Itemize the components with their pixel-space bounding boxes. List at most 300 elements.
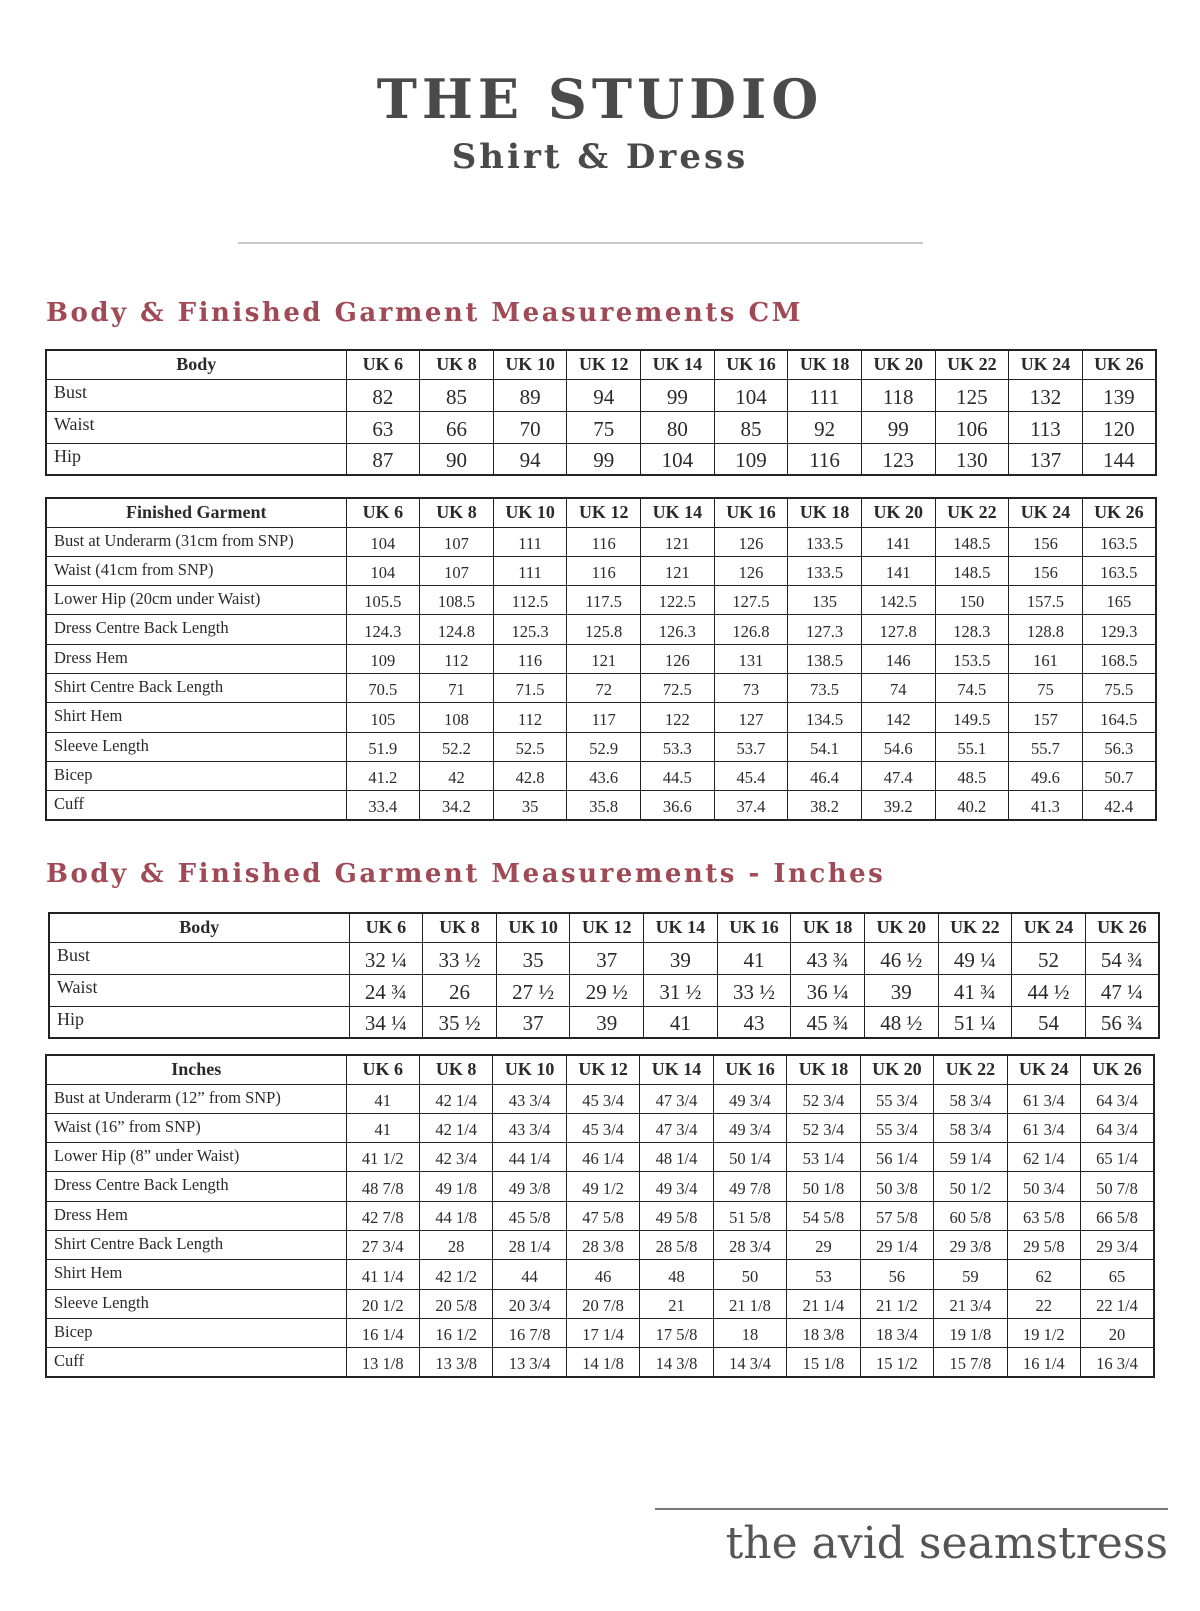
measurement-cell: 127.5 [714,586,788,615]
measurement-cell: 89 [493,379,567,411]
measurement-cell: 121 [641,556,715,585]
measurement-cell: 137 [1009,443,1083,475]
measurement-cell: 72 [567,673,641,702]
measurement-cell: 34 ¼ [349,1006,423,1038]
measurement-cell: 51 5/8 [713,1201,786,1230]
measurement-cell: 52 3/4 [787,1084,860,1113]
table-row [49,974,1159,1006]
measurement-cell: 112 [493,703,567,732]
measurement-cell: 59 1/4 [934,1143,1007,1172]
measurement-cell: 55 3/4 [860,1084,933,1113]
measurement-cell: 59 [934,1260,1007,1289]
size-header: UK 20 [861,498,935,527]
size-header: UK 26 [1081,1055,1154,1084]
measurement-cell: 16 7/8 [493,1318,566,1347]
measurement-cell: 126 [714,556,788,585]
table-row [46,644,1156,673]
row-label: Cuff [46,1348,346,1377]
measurement-cell: 29 [787,1230,860,1259]
measurement-cell: 66 [420,411,494,443]
row-label: Waist [46,411,346,443]
measurement-cell: 126 [641,644,715,673]
measurement-cell: 42.4 [1082,791,1156,820]
measurement-cell: 135 [788,586,862,615]
measurement-cell: 26 [423,974,497,1006]
measurement-cell: 49 1/8 [419,1172,492,1201]
table-row [46,379,1156,411]
measurement-cell: 138.5 [788,644,862,673]
table-row [46,556,1156,585]
measurement-cell: 41 [717,942,791,974]
size-header: UK 10 [493,1055,566,1084]
measurement-cell: 61 3/4 [1007,1084,1080,1113]
measurement-cell: 50 7/8 [1081,1172,1154,1201]
measurement-cell: 54.6 [861,732,935,761]
measurement-cell: 90 [420,443,494,475]
size-header: UK 10 [493,350,567,379]
measurement-cell: 80 [641,411,715,443]
measurement-cell: 46 ½ [864,942,938,974]
measurement-cell: 16 1/4 [1007,1348,1080,1377]
measurement-cell: 35 [493,791,567,820]
measurement-cell: 49.6 [1009,761,1083,790]
measurement-cell: 28 3/8 [566,1230,639,1259]
measurement-cell: 41 [346,1084,419,1113]
measurement-cell: 50 3/4 [1007,1172,1080,1201]
measurement-cell: 56 ¾ [1085,1006,1159,1038]
measurement-cell: 52 [1012,942,1086,974]
measurement-cell: 53 1/4 [787,1143,860,1172]
measurement-cell: 47 3/4 [640,1113,713,1142]
table-row [46,1348,1154,1377]
measurement-cell: 28 3/4 [713,1230,786,1259]
measurement-cell: 44 ½ [1012,974,1086,1006]
measurement-cell: 51 ¼ [938,1006,1012,1038]
measurement-cell: 58 3/4 [934,1113,1007,1142]
measurement-cell: 92 [788,411,862,443]
measurement-cell: 49 3/4 [640,1172,713,1201]
measurement-cell: 87 [346,443,420,475]
measurement-cell: 133.5 [788,556,862,585]
measurement-cell: 106 [935,411,1009,443]
measurement-cell: 149.5 [935,703,1009,732]
row-label: Sleeve Length [46,732,346,761]
row-label: Bicep [46,761,346,790]
measurement-cell: 49 5/8 [640,1201,713,1230]
table-header-label: Body [49,913,349,942]
row-label: Dress Centre Back Length [46,1172,346,1201]
row-label: Waist (41cm from SNP) [46,556,346,585]
measurement-cell: 44 [493,1260,566,1289]
measurement-cell: 116 [493,644,567,673]
size-header: UK 14 [641,498,715,527]
measurement-cell: 13 1/8 [346,1348,419,1377]
page-subtitle: Shirt & Dress [451,137,749,177]
measurement-cell: 109 [714,443,788,475]
measurement-cell: 16 1/4 [346,1318,419,1347]
measurement-cell: 120 [1082,411,1156,443]
measurement-cell: 116 [788,443,862,475]
measurement-cell: 42 1/4 [419,1113,492,1142]
measurement-cell: 58 3/4 [934,1084,1007,1113]
table-row [46,1143,1154,1172]
measurement-cell: 47 3/4 [640,1084,713,1113]
measurement-cell: 28 5/8 [640,1230,713,1259]
measurement-cell: 43 [717,1006,791,1038]
measurement-cell: 20 3/4 [493,1289,566,1318]
size-header: UK 16 [717,913,791,942]
measurement-cell: 53 [787,1260,860,1289]
measurement-cell: 33 ½ [423,942,497,974]
measurement-cell: 41.3 [1009,791,1083,820]
measurement-cell: 161 [1009,644,1083,673]
table-row [46,615,1156,644]
measurement-cell: 121 [641,527,715,556]
measurement-cell: 107 [420,556,494,585]
measurement-cell: 142 [861,703,935,732]
table-row [46,761,1156,790]
measurement-cell: 27 ½ [496,974,570,1006]
measurement-cell: 49 3/4 [713,1113,786,1142]
size-header: UK 6 [346,350,420,379]
measurement-cell: 39.2 [861,791,935,820]
measurement-cell: 63 [346,411,420,443]
inches-body-table [48,912,1160,1039]
size-header: UK 16 [714,350,788,379]
table-header-row [46,498,1156,527]
measurement-cell: 157 [1009,703,1083,732]
measurement-cell: 14 3/4 [713,1348,786,1377]
measurement-cell: 70.5 [346,673,420,702]
row-label: Hip [49,1006,349,1038]
measurement-cell: 27 3/4 [346,1230,419,1259]
measurement-cell: 19 1/2 [1007,1318,1080,1347]
measurement-cell: 144 [1082,443,1156,475]
measurement-cell: 148.5 [935,527,1009,556]
size-header: UK 8 [420,498,494,527]
measurement-cell: 37 [496,1006,570,1038]
measurement-cell: 124.3 [346,615,420,644]
measurement-cell: 39 [864,974,938,1006]
measurement-cell: 73.5 [788,673,862,702]
measurement-cell: 141 [861,556,935,585]
measurement-cell: 47 ¼ [1085,974,1159,1006]
measurement-cell: 29 3/8 [934,1230,1007,1259]
measurement-cell: 62 1/4 [1007,1143,1080,1172]
table-row [46,703,1156,732]
measurement-cell: 126.8 [714,615,788,644]
measurement-cell: 122 [641,703,715,732]
measurement-cell: 37.4 [714,791,788,820]
measurement-cell: 55.1 [935,732,1009,761]
measurement-cell: 54 [1012,1006,1086,1038]
measurement-cell: 128.8 [1009,615,1083,644]
row-label: Bust at Underarm (31cm from SNP) [46,527,346,556]
measurement-cell: 122.5 [641,586,715,615]
measurement-cell: 42.8 [493,761,567,790]
size-header: UK 12 [570,913,644,942]
measurement-cell: 29 1/4 [860,1230,933,1259]
measurement-cell: 73 [714,673,788,702]
size-header: UK 22 [934,1055,1007,1084]
table-row [46,586,1156,615]
table-row [46,1201,1154,1230]
size-header: UK 26 [1085,913,1159,942]
measurement-cell: 31 ½ [644,974,718,1006]
measurement-cell: 20 5/8 [419,1289,492,1318]
measurement-cell: 51.9 [346,732,420,761]
measurement-cell: 41 1/2 [346,1143,419,1172]
table-row [46,527,1156,556]
size-header: UK 12 [566,1055,639,1084]
measurement-cell: 42 1/2 [419,1260,492,1289]
measurement-cell: 104 [714,379,788,411]
measurement-cell: 43 3/4 [493,1113,566,1142]
row-label: Waist (16” from SNP) [46,1113,346,1142]
table-row [46,1084,1154,1113]
measurement-cell: 49 7/8 [713,1172,786,1201]
measurement-cell: 49 3/4 [713,1084,786,1113]
size-header: UK 16 [713,1055,786,1084]
measurement-cell: 124.8 [420,615,494,644]
table-row [46,1230,1154,1259]
measurement-cell: 56.3 [1082,732,1156,761]
measurement-cell: 130 [935,443,1009,475]
row-label: Lower Hip (8” under Waist) [46,1143,346,1172]
measurement-cell: 153.5 [935,644,1009,673]
measurement-cell: 46.4 [788,761,862,790]
measurement-cell: 42 [420,761,494,790]
measurement-cell: 49 3/8 [493,1172,566,1201]
measurement-cell: 50 1/2 [934,1172,1007,1201]
size-header: UK 26 [1082,498,1156,527]
table-row [46,1289,1154,1318]
row-label: Shirt Centre Back Length [46,1230,346,1259]
measurement-cell: 45 3/4 [566,1084,639,1113]
measurement-cell: 16 1/2 [419,1318,492,1347]
size-header: UK 22 [935,350,1009,379]
measurement-cell: 104 [346,556,420,585]
measurement-cell: 61 3/4 [1007,1113,1080,1142]
measurement-cell: 24 ¾ [349,974,423,1006]
measurement-cell: 128.3 [935,615,1009,644]
measurement-cell: 50 1/8 [787,1172,860,1201]
measurement-cell: 125.8 [567,615,641,644]
size-header: UK 12 [567,498,641,527]
measurement-cell: 104 [346,527,420,556]
size-header: UK 24 [1009,498,1083,527]
measurement-cell: 157.5 [1009,586,1083,615]
cm-section-heading: Body & Finished Garment Measurements CM [46,298,803,328]
cm-finished-table [45,497,1157,821]
measurement-cell: 18 3/8 [787,1318,860,1347]
measurement-cell: 55.7 [1009,732,1083,761]
measurement-cell: 29 3/4 [1081,1230,1154,1259]
measurement-cell: 41 1/4 [346,1260,419,1289]
measurement-cell: 52.5 [493,732,567,761]
measurement-cell: 21 1/4 [787,1289,860,1318]
measurement-cell: 65 [1081,1260,1154,1289]
row-label: Dress Hem [46,644,346,673]
measurement-cell: 116 [567,527,641,556]
table-row [46,732,1156,761]
size-header: UK 22 [935,498,1009,527]
size-header: UK 20 [860,1055,933,1084]
size-header: UK 22 [938,913,1012,942]
measurement-cell: 37 [570,942,644,974]
measurement-cell: 36.6 [641,791,715,820]
table-header-label: Inches [46,1055,346,1084]
row-label: Dress Hem [46,1201,346,1230]
brand-logo-text: the avid seamstress [725,1518,1168,1569]
size-header: UK 18 [788,350,862,379]
size-header: UK 12 [567,350,641,379]
measurement-cell: 46 1/4 [566,1143,639,1172]
measurement-cell: 85 [420,379,494,411]
row-label: Shirt Hem [46,703,346,732]
measurement-cell: 41 [346,1113,419,1142]
table-header-label: Body [46,350,346,379]
measurement-cell: 139 [1082,379,1156,411]
measurement-cell: 52.2 [420,732,494,761]
measurement-cell: 52.9 [567,732,641,761]
size-header: UK 24 [1009,350,1083,379]
measurement-cell: 54 ¾ [1085,942,1159,974]
measurement-cell: 43.6 [567,761,641,790]
footer-divider [655,1508,1168,1510]
measurement-cell: 47 5/8 [566,1201,639,1230]
measurement-cell: 53.3 [641,732,715,761]
measurement-cell: 41.2 [346,761,420,790]
measurement-cell: 125.3 [493,615,567,644]
table-row [46,673,1156,702]
measurement-cell: 48.5 [935,761,1009,790]
measurement-cell: 65 1/4 [1081,1143,1154,1172]
measurement-cell: 62 [1007,1260,1080,1289]
measurement-cell: 168.5 [1082,644,1156,673]
measurement-cell: 94 [493,443,567,475]
row-label: Lower Hip (20cm under Waist) [46,586,346,615]
measurement-cell: 113 [1009,411,1083,443]
measurement-cell: 50 1/4 [713,1143,786,1172]
inches-section-heading: Body & Finished Garment Measurements - Inches [46,859,886,889]
row-label: Sleeve Length [46,1289,346,1318]
measurement-cell: 48 ½ [864,1006,938,1038]
measurement-cell: 150 [935,586,1009,615]
measurement-cell: 42 3/4 [419,1143,492,1172]
size-header: UK 10 [493,498,567,527]
measurement-cell: 74 [861,673,935,702]
measurement-cell: 75.5 [1082,673,1156,702]
measurement-cell: 146 [861,644,935,673]
measurement-cell: 60 5/8 [934,1201,1007,1230]
measurement-cell: 29 5/8 [1007,1230,1080,1259]
measurement-cell: 121 [567,644,641,673]
table-header-label: Finished Garment [46,498,346,527]
row-label: Shirt Centre Back Length [46,673,346,702]
size-header: UK 24 [1007,1055,1080,1084]
size-header: UK 18 [791,913,865,942]
page-title: THE STUDIO [376,67,824,131]
measurement-cell: 19 1/8 [934,1318,1007,1347]
measurement-cell: 34.2 [420,791,494,820]
measurement-cell: 112 [420,644,494,673]
measurement-cell: 46 [566,1260,639,1289]
measurement-cell: 71 [420,673,494,702]
measurement-cell: 132 [1009,379,1083,411]
measurement-cell: 14 3/8 [640,1348,713,1377]
measurement-cell: 15 7/8 [934,1348,1007,1377]
measurement-cell: 64 3/4 [1081,1113,1154,1142]
table-row [46,1318,1154,1347]
measurement-cell: 111 [788,379,862,411]
measurement-cell: 126.3 [641,615,715,644]
measurement-cell: 21 1/8 [713,1289,786,1318]
measurement-cell: 75 [567,411,641,443]
measurement-cell: 56 [860,1260,933,1289]
measurement-cell: 111 [493,556,567,585]
measurement-cell: 116 [567,556,641,585]
size-header: UK 14 [640,1055,713,1084]
size-header: UK 24 [1012,913,1086,942]
measurement-cell: 20 7/8 [566,1289,639,1318]
measurement-cell: 32 ¼ [349,942,423,974]
measurement-cell: 43 ¾ [791,942,865,974]
measurement-cell: 57 5/8 [860,1201,933,1230]
measurement-cell: 42 7/8 [346,1201,419,1230]
measurement-cell: 22 1/4 [1081,1289,1154,1318]
table-row [46,411,1156,443]
size-header: UK 18 [788,498,862,527]
measurement-cell: 20 1/2 [346,1289,419,1318]
measurement-cell: 54.1 [788,732,862,761]
size-header: UK 6 [349,913,423,942]
measurement-cell: 14 1/8 [566,1348,639,1377]
measurement-cell: 163.5 [1082,556,1156,585]
measurement-cell: 74.5 [935,673,1009,702]
measurement-cell: 15 1/8 [787,1348,860,1377]
measurement-cell: 164.5 [1082,703,1156,732]
measurement-cell: 105 [346,703,420,732]
size-header: UK 8 [423,913,497,942]
measurement-cell: 40.2 [935,791,1009,820]
measurement-cell: 36 ¼ [791,974,865,1006]
measurement-cell: 126 [714,527,788,556]
size-header: UK 6 [346,1055,419,1084]
row-label: Bust at Underarm (12” from SNP) [46,1084,346,1113]
measurement-cell: 22 [1007,1289,1080,1318]
measurement-cell: 18 3/4 [860,1318,933,1347]
measurement-cell: 127 [714,703,788,732]
measurement-cell: 39 [644,942,718,974]
size-header: UK 8 [420,350,494,379]
measurement-cell: 45 5/8 [493,1201,566,1230]
measurement-cell: 72.5 [641,673,715,702]
measurement-cell: 142.5 [861,586,935,615]
measurement-cell: 38.2 [788,791,862,820]
measurement-cell: 28 [419,1230,492,1259]
table-row [46,791,1156,820]
measurement-cell: 29 ½ [570,974,644,1006]
table-row [46,1260,1154,1289]
size-header: UK 16 [714,498,788,527]
measurement-cell: 156 [1009,556,1083,585]
measurement-cell: 54 5/8 [787,1201,860,1230]
measurement-cell: 123 [861,443,935,475]
table-row [49,1006,1159,1038]
row-label: Dress Centre Back Length [46,615,346,644]
measurement-cell: 133.5 [788,527,862,556]
